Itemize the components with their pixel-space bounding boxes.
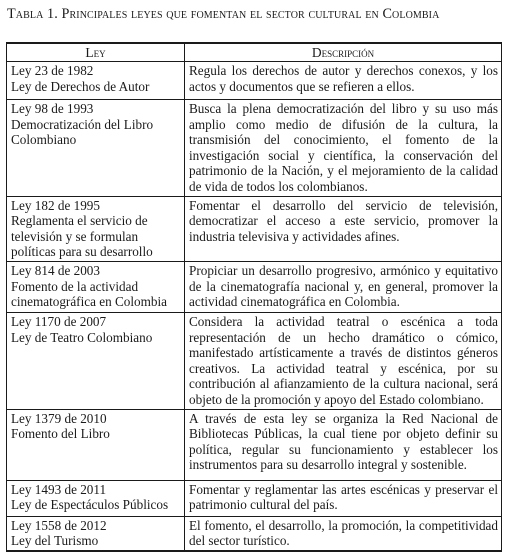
law-name: Ley de Teatro Colombiano [11,329,153,345]
table-row [7,312,502,409]
law-number: Ley 1379 de 2010 [11,410,107,426]
description-cell: Propiciar un desarrollo progresivo, armónico y equitativo de la cinematografía nacional y, en general, promover la actividad cinematográfica en Colombia. [185,261,502,312]
law-cell [7,196,185,261]
law-cell [7,261,185,312]
description-cell: Fomentar el desarrollo del servicio de televisión, democratizar el acceso a este servicio, promover la industria televisiva y actividades afines. [185,196,502,261]
law-cell [7,409,185,480]
laws-table [6,42,502,552]
description-cell: Considera la actividad teatral o escénica a toda representación de un hecho dramático o cómico, manifestado artísticamente a través de distintos géneros creativos. La actividad teatral y escénica, por su contribución al afianzamiento de la cultura nacional, será objeto de la promoción y apoyo del Estado colombiano. [185,312,502,409]
law-name: Democratización del Libro Colombiano [11,116,154,148]
header-row [7,43,502,62]
description-cell: Fomentar y reglamentar las artes escénicas y preservar el patrimonio cultural del país. [185,480,502,516]
description-cell: Regula los derechos de autor y derechos conexos, y los actos y documentos que se refieren a ellos. [185,62,502,100]
table-title: Tabla 1. Principales leyes que fomentan el sector cultural en Colombia [7,6,440,22]
law-number: Ley 1558 de 2012 [11,517,107,533]
law-name: Reglamenta el servicio de televisión y se formulan políticas para su desarrollo [11,213,153,260]
description-cell: A través de esta ley se organiza la Red Nacional de Bibliotecas Públicas, la cual tiene por objeto definir su política, regular su funcionamiento y establecer los instrumentos para su desarrollo integral y sostenible. [185,409,502,480]
table-row [7,100,502,197]
law-cell [7,516,185,551]
law-number: Ley 814 de 2003 [11,262,100,278]
law-name: Fomento de la actividad cinematográfica en Colombia [11,278,167,310]
description-cell: El fomento, el desarrollo, la promoción, la competitividad del sector turístico. [185,516,502,551]
law-cell [7,62,185,100]
law-name: Ley de Derechos de Autor [11,78,150,94]
law-number: Ley 98 de 1993 [11,101,94,116]
description-cell: Busca la plena democratización del libro y su uso más amplio como medio de difusión de la cultura, la transmisión del conocimiento, el fomento de la investigación social y científica, la conservación del patrimonio de la Nación, y el mejoramiento de la calidad de vida de todos los colombianos. [185,100,502,197]
table-row [7,196,502,261]
table-row [7,62,502,100]
table-row [7,409,502,480]
law-cell [7,312,185,409]
table-row [7,516,502,551]
law-cell [7,480,185,516]
column-header-description: Descripción [185,43,502,62]
law-name: Ley del Turismo [11,533,99,549]
law-number: Ley 23 de 1982 [11,63,94,78]
column-header-law: Ley [7,43,185,62]
table-row [7,480,502,516]
law-cell [7,100,185,197]
law-number: Ley 1493 de 2011 [11,481,107,497]
table-row [7,261,502,312]
law-name: Ley de Espectáculos Públicos [11,497,169,513]
law-name: Fomento del Libro [11,426,110,442]
law-number: Ley 1170 de 2007 [11,313,107,329]
law-number: Ley 182 de 1995 [11,197,100,213]
